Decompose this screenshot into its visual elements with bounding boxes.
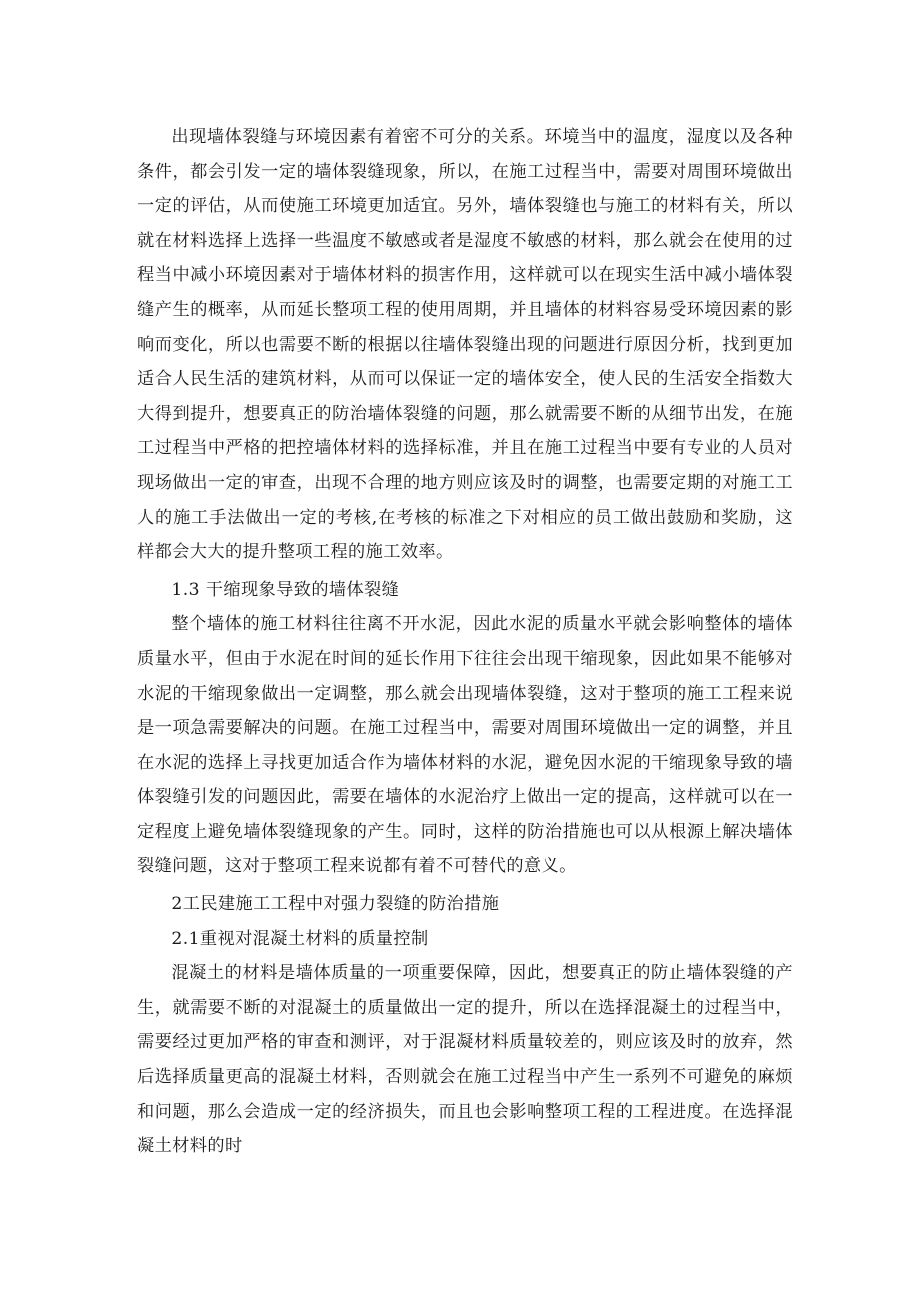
section-heading-2-1: 2.1重视对混凝土材料的质量控制 bbox=[171, 928, 429, 949]
paragraph-concrete-quality: 混凝土的材料是墙体质量的一项重要保障，因此，想要真正的防止墙体裂缝的产生，就需要不断的对混凝土的质量做出一定的提升，所以在选择混凝土的过程当中，需要经过更加严格的审查和测评，对于混凝材料质量较差的，则应该及时的放弃，然后选择质量更高的混凝土材料，否则就会在施工过程当中产生一系列不可避免的麻烦和问题，那么会造成一定的经济损失，而且也会影响整项工程的工程进度。在选择混凝土材料的时 bbox=[137, 963, 793, 1157]
section-heading-1-3: 1.3 干缩现象导致的墙体裂缝 bbox=[171, 579, 400, 600]
section-heading-2: 2工民建施工工程中对强力裂缝的防治措施 bbox=[171, 894, 500, 915]
document-page bbox=[137, 120, 793, 1164]
paragraph-shrinkage: 整个墙体的施工材料往往离不开水泥，因此水泥的质量水平就会影响整体的墙体质量水平，但由于水泥在时间的延长作用下往往会出现干缩现象，因此如果不能够对水泥的干缩现象做出一定调整，那么就会出现墙体裂缝，这对于整项的施工工程来说是一项急需要解决的问题。在施工过程当中，需要对周围环境做出一定的调整，并且在水泥的选择上寻找更加适合作为墙体材料的水泥，避免因水泥的干缩现象导致的墙体裂缝引发的问题因此，需要在墙体的水泥治疗上做出一定的提高，这样就可以在一定程度上避免墙体裂缝现象的产生。同时，这样的防治措施也可以从根源上解决墙体裂缝问题，这对于整项工程来说都有着不可替代的意义。 bbox=[137, 614, 793, 877]
paragraph-environment-factors: 出现墙体裂缝与环境因素有着密不可分的关系。环境当中的温度，湿度以及各种条件，都会引发一定的墙体裂缝现象，所以，在施工过程当中，需要对周围环境做出一定的评估，从而使施工环境更加适宜。另外，墙体裂缝也与施工的材料有关，所以就在材料选择上选择一些温度不敏感或者是湿度不敏感的材料，那么就会在使用的过程当中减小环境因素对于墙体材料的损害作用，这样就可以在现实生活中减小墙体裂缝产生的概率，从而延长整项工程的使用周期，并且墙体的材料容易受环境因素的影响而变化，所以也需要不断的根据以往墙体裂缝出现的问题进行原因分析，找到更加适合人民生活的建筑材料，从而可以保证一定的墙体安全，使人民的生活安全指数大大得到提升，想要真正的防治墙体裂缝的问题，那么就需要不断的从细节出发，在施工过程当中严格的把控墙体材料的选择标准，并且在施工过程当中要有专业的人员对现场做出一定的审查，出现不合理的地方则应该及时的调整，也需要定期的对施工工人的施工手法做出一定的考核,在考核的标准之下对相应的员工做出鼓励和奖励，这样都会大大的提升整项工程的施工效率。 bbox=[137, 127, 793, 563]
